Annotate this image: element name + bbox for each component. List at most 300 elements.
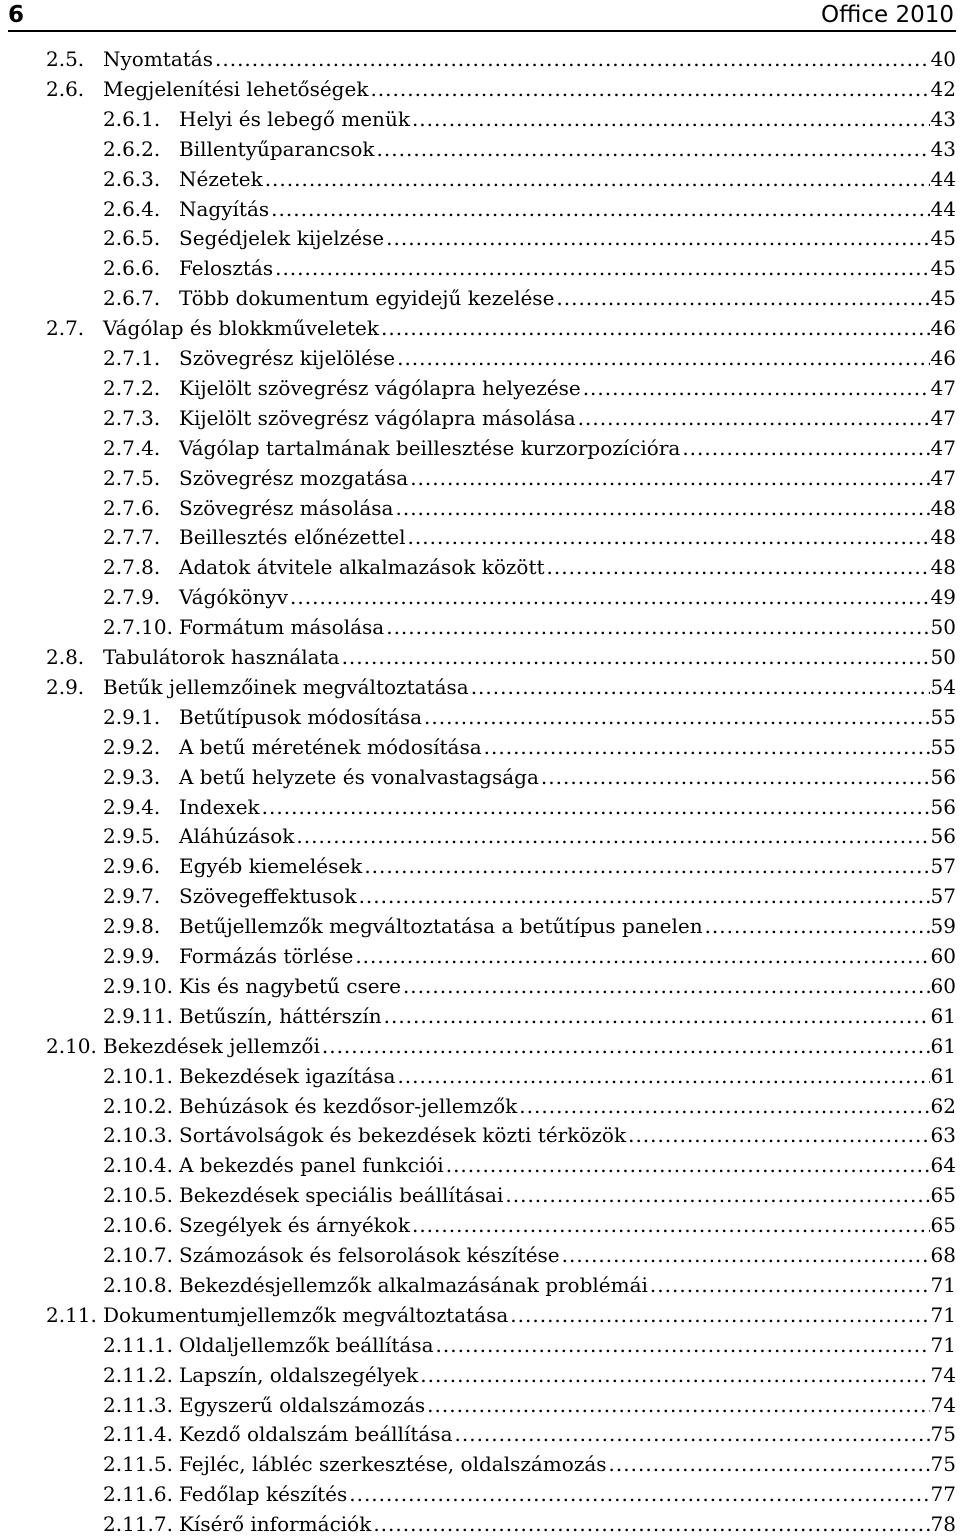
toc-entry <box>0 253 960 283</box>
dot-leader <box>420 1360 930 1390</box>
toc-entry-title: Nagyítás <box>179 197 270 221</box>
toc-entry-number: 2.6.7. <box>103 286 161 310</box>
toc-entry-page: 65 <box>930 1213 956 1237</box>
toc-entry-title: Betűk jellemzőinek megváltoztatása <box>103 675 469 699</box>
toc-entry-title: Szegélyek és árnyékok <box>179 1213 410 1237</box>
toc-entry-title-wrap <box>179 792 930 822</box>
dot-leader <box>377 134 930 164</box>
dot-leader <box>373 1509 930 1539</box>
toc-entry-title: Felosztás <box>179 256 274 280</box>
toc-entry-title-wrap <box>179 283 930 313</box>
dot-leader <box>583 373 930 403</box>
dot-leader <box>381 313 930 343</box>
toc-entry-page: 64 <box>930 1153 956 1177</box>
toc-entry-title-wrap <box>179 762 930 792</box>
toc-entry-page: 75 <box>930 1422 956 1446</box>
toc-entry-title: Kísérő információk <box>179 1512 372 1536</box>
toc-entry-title: Dokumentumjellemzők megváltoztatása <box>103 1303 509 1327</box>
toc-entry-title-wrap <box>103 672 930 702</box>
toc-entry <box>0 1360 960 1390</box>
toc-entry-title: Oldaljellemzők beállítása <box>179 1333 434 1357</box>
toc-entry-title: Tabulátorok használata <box>103 645 340 669</box>
toc-entry-number: 2.10.5. <box>103 1183 173 1207</box>
toc-entry <box>0 941 960 971</box>
toc-entry-title: A bekezdés panel funkciói <box>179 1153 444 1177</box>
toc-entry-title-wrap <box>179 343 930 373</box>
toc-entry-page: 48 <box>930 496 956 520</box>
dot-leader <box>215 44 930 74</box>
dot-leader <box>349 1479 930 1509</box>
toc-entry-title: Indexek <box>179 795 260 819</box>
dot-leader <box>397 343 930 373</box>
toc-entry <box>0 971 960 1001</box>
toc-entry-title: Aláhúzások <box>179 824 295 848</box>
toc-entry-number: 2.9.2. <box>103 735 161 759</box>
dot-leader <box>296 821 930 851</box>
toc-entry-title-wrap <box>179 612 930 642</box>
toc-entry-number: 2.10.6. <box>103 1213 173 1237</box>
toc-entry-page: 74 <box>930 1393 956 1417</box>
dot-leader <box>395 493 930 523</box>
toc-entry <box>0 821 960 851</box>
toc-entry-page: 71 <box>930 1303 956 1327</box>
toc-entry-page: 57 <box>930 854 956 878</box>
dot-leader <box>364 851 930 881</box>
dot-leader <box>541 762 930 792</box>
toc-entry-page: 44 <box>930 167 956 191</box>
toc-entry <box>0 1270 960 1300</box>
toc-entry-title-wrap <box>179 1061 930 1091</box>
toc-entry <box>0 732 960 762</box>
toc-entry <box>0 463 960 493</box>
toc-entry <box>0 1001 960 1031</box>
toc-entry-page: 47 <box>930 406 956 430</box>
toc-entry-title: Bekezdések igazítása <box>179 1064 396 1088</box>
toc-entry-title-wrap <box>179 1180 930 1210</box>
toc-entry <box>0 313 960 343</box>
toc-entry-page: 48 <box>930 555 956 579</box>
toc-entry-page: 61 <box>930 1034 956 1058</box>
toc-entry-title-wrap <box>179 522 930 552</box>
toc-entry <box>0 74 960 104</box>
toc-entry-page: 46 <box>930 346 956 370</box>
toc-entry-page: 61 <box>930 1064 956 1088</box>
toc-entry-title: Adatok átvitele alkalmazások között <box>179 555 545 579</box>
toc-entry-title: Több dokumentum egyidejű kezelése <box>179 286 555 310</box>
toc-entry-number: 2.10. <box>46 1034 97 1058</box>
toc-entry-title: Szövegrész kijelölése <box>179 346 396 370</box>
dot-leader <box>265 164 930 194</box>
dot-leader <box>262 792 930 822</box>
toc-entry-page: 45 <box>930 256 956 280</box>
toc-entry-page: 77 <box>930 1482 956 1506</box>
toc-entry-number: 2.8. <box>46 645 85 669</box>
toc-entry <box>0 373 960 403</box>
toc-entry-title: Számozások és felsorolások készítése <box>179 1243 560 1267</box>
toc-entry-title: Fedőlap készítés <box>179 1482 348 1506</box>
toc-entry-number: 2.9.1. <box>103 705 161 729</box>
toc-entry-number: 2.9.11. <box>103 1004 173 1028</box>
toc-entry-page: 62 <box>930 1094 956 1118</box>
toc-entry <box>0 1300 960 1330</box>
toc-entry <box>0 1180 960 1210</box>
running-title: Office 2010 <box>821 2 954 28</box>
dot-leader <box>547 552 930 582</box>
toc-entry <box>0 433 960 463</box>
dot-leader <box>682 433 930 463</box>
toc-entry-title: Formázás törlése <box>179 944 354 968</box>
toc-entry-title-wrap <box>103 642 930 672</box>
toc-entry-page: 55 <box>930 735 956 759</box>
toc-entry-number: 2.11.4. <box>103 1422 173 1446</box>
toc-entry-title: Kis és nagybetű csere <box>179 974 401 998</box>
toc-entry-title: Bekezdésjellemzők alkalmazásának problémái <box>179 1273 648 1297</box>
toc-entry <box>0 1330 960 1360</box>
toc-entry-number: 2.6.6. <box>103 256 161 280</box>
toc-entry-title: Fejléc, lábléc szerkesztése, oldalszámozás <box>179 1452 607 1476</box>
toc-entry <box>0 343 960 373</box>
toc-entry-title: Nézetek <box>179 167 263 191</box>
dot-leader <box>410 463 930 493</box>
toc-entry-title: Nyomtatás <box>103 47 213 71</box>
toc-entry-number: 2.9.10. <box>103 974 173 998</box>
toc-entry <box>0 702 960 732</box>
toc-entry-number: 2.7.6. <box>103 496 161 520</box>
toc-entry-number: 2.7. <box>46 316 85 340</box>
toc-entry <box>0 1479 960 1509</box>
page-header <box>8 0 954 30</box>
toc-entry-page: 50 <box>930 615 956 639</box>
toc-entry <box>0 283 960 313</box>
toc-entry-title-wrap <box>103 44 930 74</box>
toc-entry-title-wrap <box>179 223 930 253</box>
toc-entry-title: Beillesztés előnézettel <box>179 525 406 549</box>
toc-entry-title: Szövegrész mozgatása <box>179 466 409 490</box>
toc-entry-title-wrap <box>103 74 930 104</box>
toc-entry-number: 2.11.1. <box>103 1333 173 1357</box>
toc-entry-number: 2.7.8. <box>103 555 161 579</box>
toc-entry-title-wrap <box>179 851 930 881</box>
dot-leader <box>705 911 930 941</box>
toc-entry-title-wrap <box>179 1270 930 1300</box>
toc-entry-title: Betűszín, háttérszín <box>179 1004 382 1028</box>
toc-entry-page: 47 <box>930 376 956 400</box>
toc-entry-page: 61 <box>930 1004 956 1028</box>
toc-entry-number: 2.6.3. <box>103 167 161 191</box>
toc-entry-title-wrap <box>103 1031 930 1061</box>
toc-entry-title-wrap <box>179 104 930 134</box>
toc-entry-number: 2.9.3. <box>103 765 161 789</box>
toc-entry-title: Kezdő oldalszám beállítása <box>179 1422 453 1446</box>
dot-leader <box>471 672 930 702</box>
toc-entry-title-wrap <box>103 1300 930 1330</box>
dot-leader <box>578 403 930 433</box>
toc-entry-number: 2.9.5. <box>103 824 161 848</box>
toc-entry-page: 59 <box>930 914 956 938</box>
toc-entry-number: 2.6. <box>46 77 85 101</box>
toc-entry-title-wrap <box>179 881 930 911</box>
toc-entry-title-wrap <box>179 1150 930 1180</box>
toc-entry-title: Vágólap és blokkműveletek <box>103 316 379 340</box>
dot-leader <box>275 253 930 283</box>
toc-entry <box>0 522 960 552</box>
toc-entry <box>0 762 960 792</box>
toc-entry-title-wrap <box>179 1091 930 1121</box>
dot-leader <box>355 941 930 971</box>
toc-entry <box>0 1150 960 1180</box>
toc-entry-title-wrap <box>179 732 930 762</box>
dot-leader <box>412 104 930 134</box>
dot-leader <box>386 612 930 642</box>
toc-entry-title-wrap <box>179 1360 930 1390</box>
toc-entry-page: 49 <box>930 585 956 609</box>
dot-leader <box>322 1031 930 1061</box>
toc-entry <box>0 493 960 523</box>
toc-entry-title: Egyszerű oldalszámozás <box>179 1393 426 1417</box>
toc-entry <box>0 1509 960 1539</box>
toc-entry-title-wrap <box>179 1210 930 1240</box>
toc-entry-page: 60 <box>930 974 956 998</box>
toc-entry-number: 2.10.8. <box>103 1273 173 1297</box>
dot-leader <box>609 1449 930 1479</box>
toc-entry-page: 45 <box>930 226 956 250</box>
toc-entry-title-wrap <box>179 821 930 851</box>
toc-entry-title-wrap <box>179 1419 930 1449</box>
toc-entry-title: Sortávolságok és bekezdések közti térközök <box>179 1123 627 1147</box>
toc-entry-title: Betűtípusok módosítása <box>179 705 423 729</box>
toc-entry-page: 47 <box>930 436 956 460</box>
toc-entry-title: Bekezdések speciális beállításai <box>179 1183 504 1207</box>
toc-entry-page: 42 <box>930 77 956 101</box>
toc-entry-page: 60 <box>930 944 956 968</box>
toc-entry-title: Helyi és lebegő menük <box>179 107 410 131</box>
dot-leader <box>562 1240 930 1270</box>
toc-entry-title: Szövegeffektusok <box>179 884 357 908</box>
toc-entry <box>0 1449 960 1479</box>
toc-entry-number: 2.6.4. <box>103 197 161 221</box>
toc-entry-page: 56 <box>930 765 956 789</box>
toc-entry-number: 2.10.1. <box>103 1064 173 1088</box>
toc-entry-title: A betű helyzete és vonalvastagsága <box>179 765 539 789</box>
toc-entry <box>0 881 960 911</box>
toc-entry-number: 2.9.4. <box>103 795 161 819</box>
dot-leader <box>408 522 930 552</box>
toc-entry-title: Formátum másolása <box>179 615 385 639</box>
toc-entry-number: 2.7.4. <box>103 436 161 460</box>
toc-entry-number: 2.11. <box>46 1303 97 1327</box>
toc-entry-title: Vágókönyv <box>179 585 289 609</box>
toc-entry-page: 55 <box>930 705 956 729</box>
toc-entry <box>0 1091 960 1121</box>
toc-entry <box>0 134 960 164</box>
toc-entry-title-wrap <box>179 493 930 523</box>
toc-entry-title-wrap <box>179 164 930 194</box>
toc-entry-number: 2.7.7. <box>103 525 161 549</box>
toc-entry-title-wrap <box>179 134 930 164</box>
toc-entry <box>0 1061 960 1091</box>
toc-entry <box>0 223 960 253</box>
dot-leader <box>650 1270 930 1300</box>
toc-entry <box>0 194 960 224</box>
toc-entry-number: 2.11.5. <box>103 1452 173 1476</box>
toc-entry-page: 78 <box>930 1512 956 1536</box>
toc-entry-title: Bekezdések jellemzői <box>103 1034 320 1058</box>
toc-entry-page: 75 <box>930 1452 956 1476</box>
toc-entry-page: 40 <box>930 47 956 71</box>
toc-entry <box>0 582 960 612</box>
toc-entry-number: 2.7.5. <box>103 466 161 490</box>
dot-leader <box>370 74 930 104</box>
toc-entry-number: 2.5. <box>46 47 85 71</box>
dot-leader <box>412 1210 930 1240</box>
dot-leader <box>424 702 930 732</box>
toc-entry <box>0 1419 960 1449</box>
toc-entry-page: 43 <box>930 137 956 161</box>
toc-entry-title: Kijelölt szövegrész vágólapra helyezése <box>179 376 581 400</box>
toc-entry-title: Behúzások és kezdősor-jellemzők <box>179 1094 518 1118</box>
toc-entry-title-wrap <box>179 1390 930 1420</box>
toc-entry-page: 45 <box>930 286 956 310</box>
toc-entry-title-wrap <box>179 1240 930 1270</box>
toc-entry-title-wrap <box>179 253 930 283</box>
toc-entry-number: 2.7.9. <box>103 585 161 609</box>
toc-entry-page: 71 <box>930 1333 956 1357</box>
toc-entry <box>0 552 960 582</box>
toc-entry-title-wrap <box>179 1479 930 1509</box>
toc-entry <box>0 104 960 134</box>
dot-leader <box>427 1390 930 1420</box>
dot-leader <box>384 1001 930 1031</box>
dot-leader <box>403 971 930 1001</box>
dot-leader <box>556 283 930 313</box>
dot-leader <box>271 194 930 224</box>
toc-entry-page: 47 <box>930 466 956 490</box>
toc-entry <box>0 164 960 194</box>
toc-entry-page: 43 <box>930 107 956 131</box>
toc-entry-title-wrap <box>179 403 930 433</box>
toc-entry-title-wrap <box>179 971 930 1001</box>
toc-entry-title-wrap <box>179 373 930 403</box>
toc-entry-title: Vágólap tartalmának beillesztése kurzorpozícióra <box>179 436 681 460</box>
toc-entry-number: 2.11.3. <box>103 1393 173 1417</box>
toc-entry <box>0 911 960 941</box>
toc-entry <box>0 792 960 822</box>
toc-entry-page: 46 <box>930 316 956 340</box>
toc-entry-number: 2.9.6. <box>103 854 161 878</box>
toc-entry-number: 2.9. <box>46 675 85 699</box>
toc-entry-number: 2.6.5. <box>103 226 161 250</box>
toc-entry-number: 2.7.10. <box>103 615 173 639</box>
toc-entry-title: Megjelenítési lehetőségek <box>103 77 369 101</box>
dot-leader <box>484 732 930 762</box>
toc-entry-number: 2.11.6. <box>103 1482 173 1506</box>
toc-entry-title-wrap <box>179 582 930 612</box>
toc-entry <box>0 612 960 642</box>
dot-leader <box>386 223 930 253</box>
toc-entry-number: 2.6.1. <box>103 107 161 131</box>
dot-leader <box>359 881 930 911</box>
toc-entry-title: Betűjellemzők megváltoztatása a betűtípus panelen <box>179 914 703 938</box>
toc-entry-number: 2.7.2. <box>103 376 161 400</box>
toc-entry-page: 74 <box>930 1363 956 1387</box>
toc-entry-title-wrap <box>179 1509 930 1539</box>
toc-entry-title-wrap <box>179 911 930 941</box>
toc-entry-page: 56 <box>930 824 956 848</box>
dot-leader <box>628 1120 930 1150</box>
toc-entry-number: 2.10.4. <box>103 1153 173 1177</box>
toc-entry-number: 2.10.3. <box>103 1123 173 1147</box>
toc-entry-page: 65 <box>930 1183 956 1207</box>
toc-entry-title: Segédjelek kijelzése <box>179 226 385 250</box>
toc-entry-title: Kijelölt szövegrész vágólapra másolása <box>179 406 576 430</box>
dot-leader <box>290 582 930 612</box>
toc-entry-title: Szövegrész másolása <box>179 496 394 520</box>
toc-entry-page: 56 <box>930 795 956 819</box>
toc-entry-number: 2.9.9. <box>103 944 161 968</box>
toc-entry-page: 48 <box>930 525 956 549</box>
dot-leader <box>510 1300 930 1330</box>
toc-entry-number: 2.10.7. <box>103 1243 173 1267</box>
toc-entry-page: 63 <box>930 1123 956 1147</box>
dot-leader <box>436 1330 930 1360</box>
toc-entry-title: Billentyűparancsok <box>179 137 375 161</box>
dot-leader <box>342 642 930 672</box>
toc-entry-number: 2.9.7. <box>103 884 161 908</box>
page-number: 6 <box>8 2 25 28</box>
toc-entry-title-wrap <box>179 433 930 463</box>
toc-entry-title-wrap <box>179 1449 930 1479</box>
toc-entry-page: 44 <box>930 197 956 221</box>
toc-entry-number: 2.11.7. <box>103 1512 173 1536</box>
toc-entry <box>0 1031 960 1061</box>
toc-entry-page: 57 <box>930 884 956 908</box>
dot-leader <box>519 1091 930 1121</box>
dot-leader <box>505 1180 930 1210</box>
dot-leader <box>397 1061 930 1091</box>
dot-leader <box>455 1419 931 1449</box>
toc-entry-title-wrap <box>179 702 930 732</box>
toc-entry-page: 68 <box>930 1243 956 1267</box>
toc-entry-title-wrap <box>179 1330 930 1360</box>
toc-entry-title: A betű méretének módosítása <box>179 735 482 759</box>
toc-entry-title-wrap <box>103 313 930 343</box>
toc-entry <box>0 403 960 433</box>
toc-entry <box>0 851 960 881</box>
toc-entry-number: 2.7.3. <box>103 406 161 430</box>
toc-entry-number: 2.9.8. <box>103 914 161 938</box>
toc-entry-title-wrap <box>179 552 930 582</box>
header-rule <box>8 30 956 32</box>
toc-entry <box>0 44 960 74</box>
toc-entry <box>0 1210 960 1240</box>
toc-entry-title-wrap <box>179 941 930 971</box>
toc-entry <box>0 1390 960 1420</box>
toc-entry-title-wrap <box>179 463 930 493</box>
toc-entry-number: 2.10.2. <box>103 1094 173 1118</box>
toc-entry-title-wrap <box>179 194 930 224</box>
toc-entry-page: 50 <box>930 645 956 669</box>
toc-entry <box>0 642 960 672</box>
toc-entry-title: Lapszín, oldalszegélyek <box>179 1363 419 1387</box>
toc-entry <box>0 672 960 702</box>
dot-leader <box>446 1150 930 1180</box>
toc-entry <box>0 1120 960 1150</box>
toc-entry-number: 2.6.2. <box>103 137 161 161</box>
toc-entry-title-wrap <box>179 1001 930 1031</box>
toc-entry-title-wrap <box>179 1120 930 1150</box>
toc-entry-title: Egyéb kiemelések <box>179 854 363 878</box>
toc-entry <box>0 1240 960 1270</box>
